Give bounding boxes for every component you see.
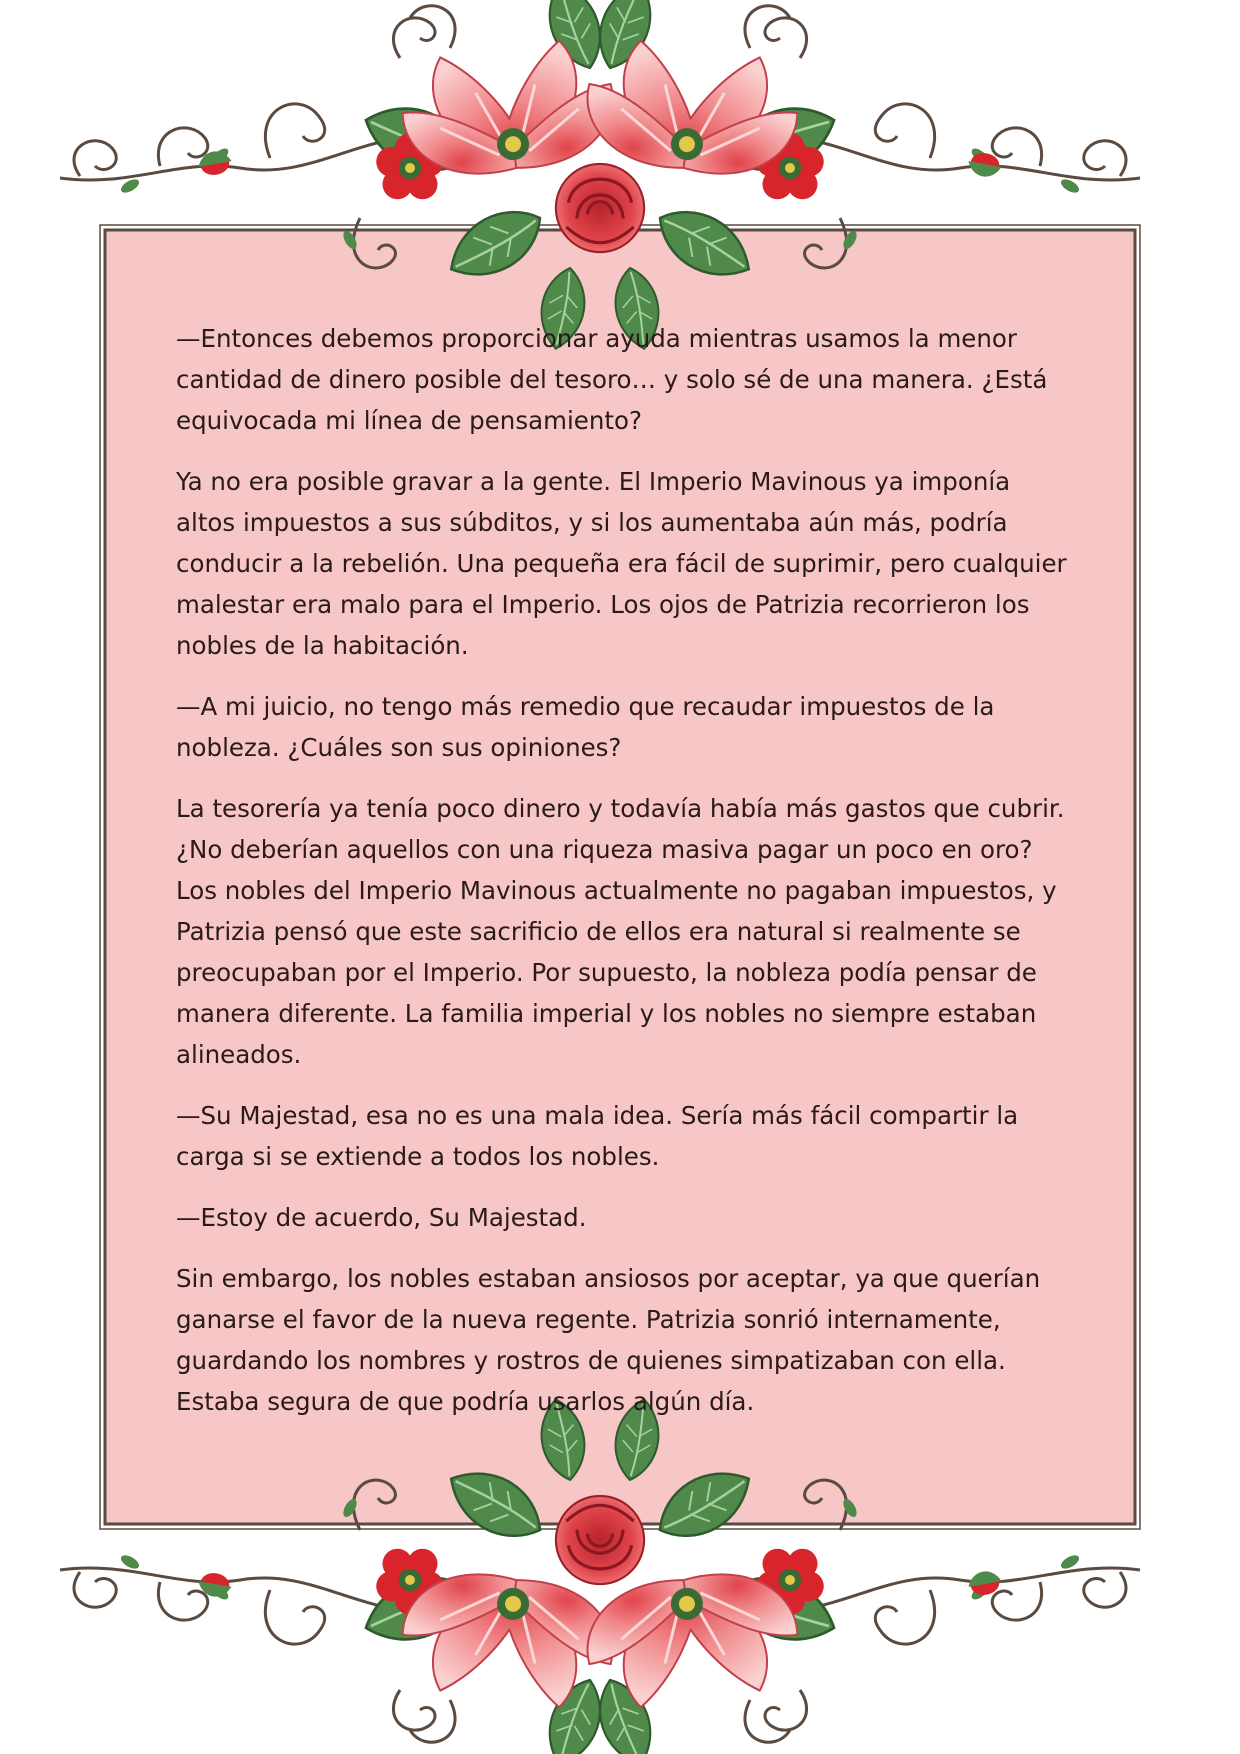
paragraph: —Entonces debemos proporcionar ayuda mientras usamos la menor cantidad de dinero posible del tesoro… y solo sé de una manera. ¿Está equivocada mi línea de pensamiento? [176,324,1048,435]
paragraph: Ya no era posible gravar a la gente. El Imperio Mavinous ya imponía altos impuestos a sus súbditos, y si los aumentaba aún más, podría conducir a la rebelión. Una pequeña era fácil de suprimir, pero cualquier malestar era malo para el Imperio. Los ojos de Patrizia recorrieron los nobles de la habitación. [176,467,1067,660]
paragraph: —A mi juicio, no tengo más remedio que recaudar impuestos de la nobleza. ¿Cuáles son sus opiniones? [176,692,995,762]
paragraph: La tesorería ya tenía poco dinero y todavía había más gastos que cubrir. ¿No deberían aquellos con una riqueza masiva pagar un poco en oro? Los nobles del Imperio Mavinous actualmente no pagaban impuestos, y Patrizia pensó que este sacrificio de ellos era natural si realmente se preocupaban por el Imperio. Por supuesto, la nobleza podía pensar de manera diferente. La familia imperial y los nobles no siempre estaban alineados. [176,794,1065,1069]
paragraph: —Estoy de acuerdo, Su Majestad. [176,1203,587,1232]
document-body [176,318,1076,1442]
paragraph: —Su Majestad, esa no es una mala idea. Sería más fácil compartir la carga si se extiende a todos los nobles. [176,1101,1019,1171]
paragraph: Sin embargo, los nobles estaban ansiosos por aceptar, ya que querían ganarse el favor de la nueva regente. Patrizia sonrió internamente, guardando los nombres y rostros de quienes simpatizaban con ella. Estaba segura de que podría usarlos algún día. [176,1264,1041,1416]
